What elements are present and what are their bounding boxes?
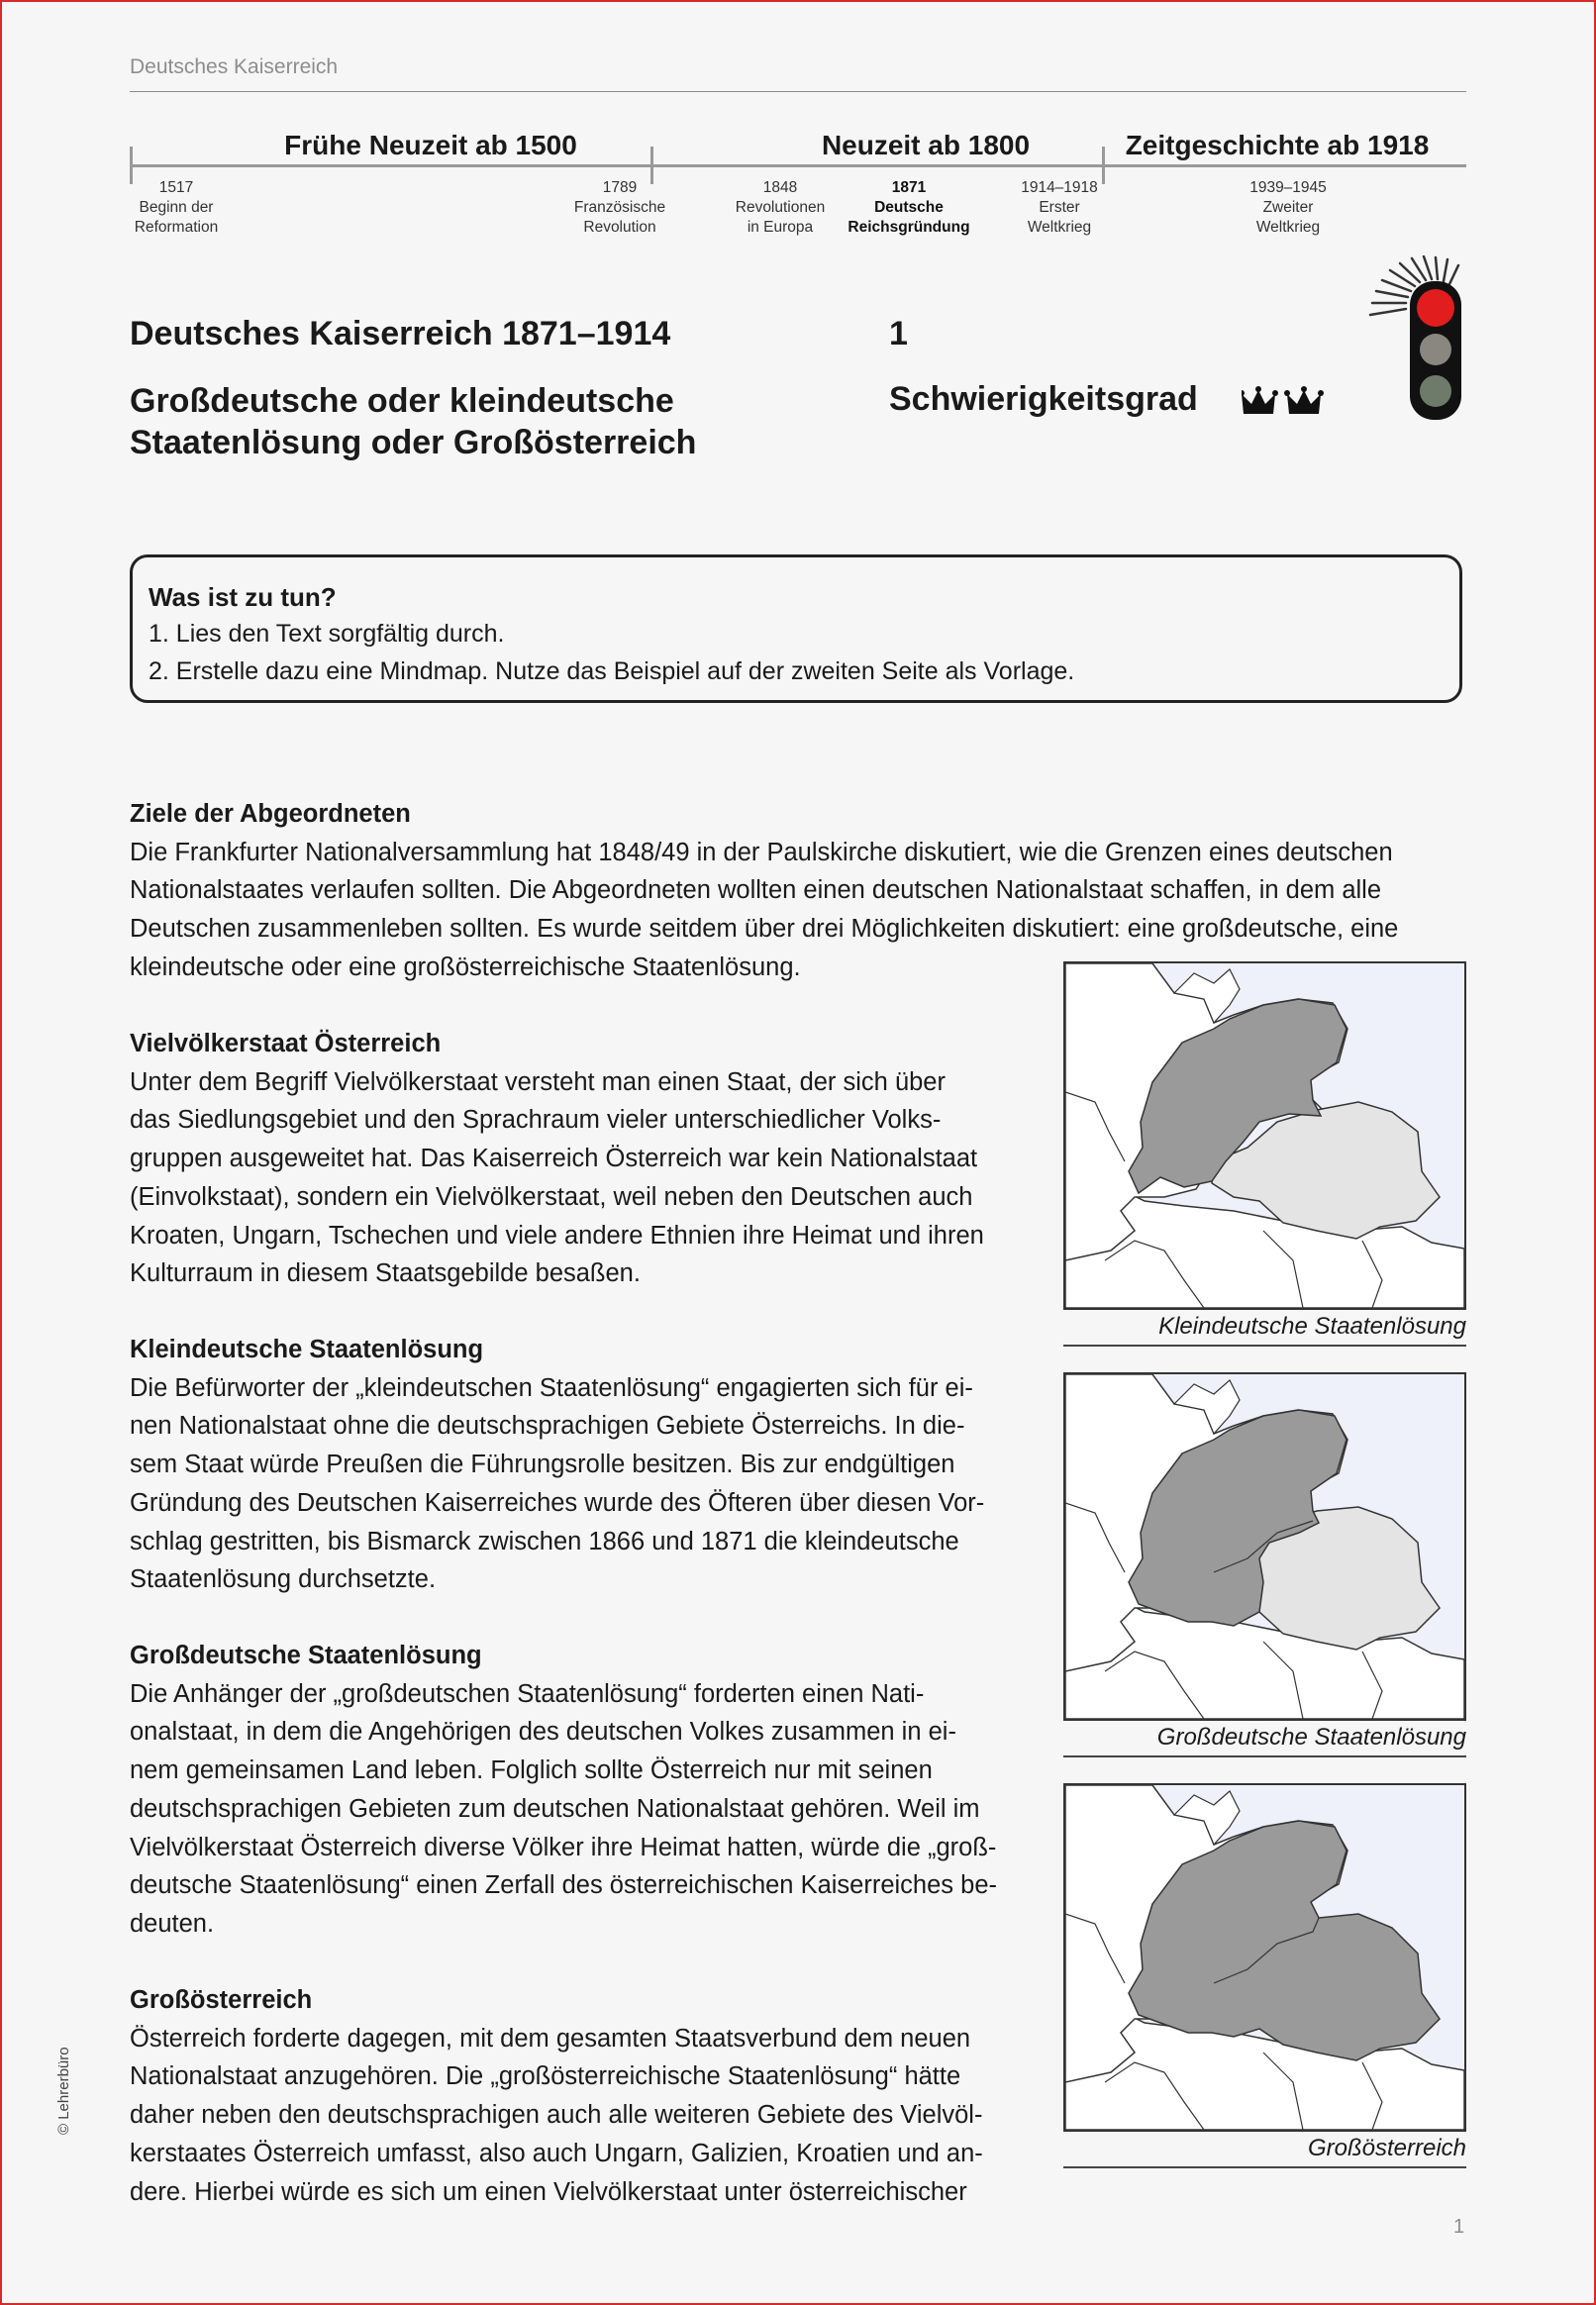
timeline-event-highlight: 1871 Deutsche Reichsgründung (848, 179, 970, 236)
section-body: Die Befürworter der „kleindeutschen Staatenlösung“ engagierten sich für ei- nen Nationalstaat ohne die deutschsprachigen Gebiete Österreichs. In die- sem Staat würde Preußen die Führungsrolle besitzen. Bis zur endgültigen Gründung des Deutschen Kaiserreiches wurde des Öfteren über diesen Vor- schlag gestritten, bis Bismarck zwischen 1866 und 1871 die kleindeutsche Staatenlösung durchsetzte. (130, 1373, 985, 1594)
map-caption: Großösterreich (1063, 2135, 1466, 2168)
section-body: Österreich forderte dagegen, mit dem gesamten Staatsverbund dem neuen Nationalstaat anzugehören. Die „großösterreichische Staatenlösung“ hätte daher neben den deutschsprachigen auch alle weiteren Gebiete des Vielvöl- kerstaates Österreich umfasst, also auch Ungarn, Galizien, Kroatien und an- dere. Hierbei würde es sich um einen Vielvölkerstaat unter österreichischer (130, 2024, 983, 2206)
map-grossdeutsch (1063, 1372, 1466, 1721)
traffic-light-icon (1366, 255, 1465, 429)
copyright-note: © Lehrerbüro (55, 2047, 72, 2135)
section-heading: Großdeutsche Staatenlösung (130, 1642, 482, 1669)
timeline-event: 1517 Beginn der Reformation (134, 179, 219, 236)
timeline-event: 1789 Französische Revolution (573, 179, 666, 236)
page-number: 1 (1453, 2216, 1465, 2238)
section-heading: Kleindeutsche Staatenlösung (130, 1336, 484, 1363)
task-title: Was ist zu tun? (149, 582, 337, 612)
era-label: Neuzeit ab 1800 (821, 130, 1031, 160)
section-grossdeutsch (130, 1637, 1025, 1944)
timeline-axis (130, 164, 1466, 167)
crown-icon (1284, 386, 1324, 414)
section-kleindeutsch (130, 1331, 1025, 1599)
crown-icon (1242, 386, 1278, 414)
map-grossoesterreich (1063, 1783, 1466, 2132)
map-caption: Kleindeutsche Staatenlösung (1063, 1313, 1466, 1347)
task-item: 2. Erstelle dazu eine Mindmap. Nutze das Beispiel auf der zweiten Seite als Vorlage. (149, 657, 1075, 685)
section-body: Die Anhänger der „großdeutschen Staatenlösung“ forderten einen Nati- onalstaat, in dem die Angehörigen des deutschen Volkes zusammen in ei- nem gemeinsamen Land leben. Folglich sollte Österreich nur mit seinen deutschsprachigen Gebieten zum deutschen Nationalstaat gehören. Weil im Vielvölkerstaat Österreich diverse Völker ihre Heimat hatten, würde die „groß- deutsche Staatenlösung“ einen Zerfall des österreichischen Kaiserreiches be- deuten. (130, 1679, 997, 1938)
task-box (130, 554, 1462, 703)
worksheet-number: 1 (889, 315, 908, 352)
task-item: 1. Lies den Text sorgfältig durch. (149, 620, 505, 648)
section-heading: Ziele der Abgeordneten (130, 800, 411, 828)
era-label: Frühe Neuzeit ab 1500 (284, 130, 577, 160)
header-rule (130, 91, 1466, 92)
map-kleindeutsch (1063, 961, 1466, 1310)
timeline-event: 1914–1918 Erster Weltkrieg (1021, 179, 1098, 236)
timeline-event: 1939–1945 Zweiter Weltkrieg (1249, 179, 1327, 236)
timeline-event: 1848 Revolutionen in Europa (735, 179, 826, 236)
section-grossoesterreich (130, 1981, 1025, 2211)
section-body: Die Frankfurter Nationalversammlung hat 1848/49 in der Paulskirche diskutiert, wie die Grenzen eines deutschen Nationalstaates verlaufen sollten. Die Abgeordneten wollten einen deutschen Nationalstaat schaffen, in dem alle Deutschen zusammenleben sollten. Es wurde seitdem über drei Möglichkeiten diskutiert: eine großdeutsche, eine kleindeutsche oder eine großösterreichische Staatenlösung. (130, 838, 1399, 981)
page-subtitle: Großdeutsche oder kleindeutsche Staatenlösung oder Großösterreich (130, 382, 697, 461)
section-heading: Großösterreich (130, 1986, 313, 2014)
running-title: Deutsches Kaiserreich (130, 55, 339, 78)
section-heading: Vielvölkerstaat Österreich (130, 1030, 442, 1057)
section-body: Unter dem Begriff Vielvölkerstaat versteht man einen Staat, der sich über das Siedlungsgebiet und den Sprachraum vieler unterschiedlicher Volks- gruppen ausgeweitet hat. Das Kaiserreich Österreich war kein Nationalstaat (Einvolkstaat), sondern ein Vielvölkerstaat, weil neben den Deutschen auch Kroaten, Ungarn, Tschechen und viele andere Ethnien ihre Heimat und ihren Kulturraum in diesem Staatsgebilde besaßen. (130, 1067, 984, 1288)
difficulty-crowns (1242, 386, 1325, 425)
page-title: Deutsches Kaiserreich 1871–1914 (130, 315, 671, 352)
difficulty-label: Schwierigkeitsgrad (889, 380, 1198, 418)
era-label: Zeitgeschichte ab 1918 (1125, 130, 1430, 160)
section-vielvoelkerstaat (130, 1025, 1025, 1293)
map-caption: Großdeutsche Staatenlösung (1063, 1724, 1466, 1757)
section-ziele (130, 795, 1466, 987)
